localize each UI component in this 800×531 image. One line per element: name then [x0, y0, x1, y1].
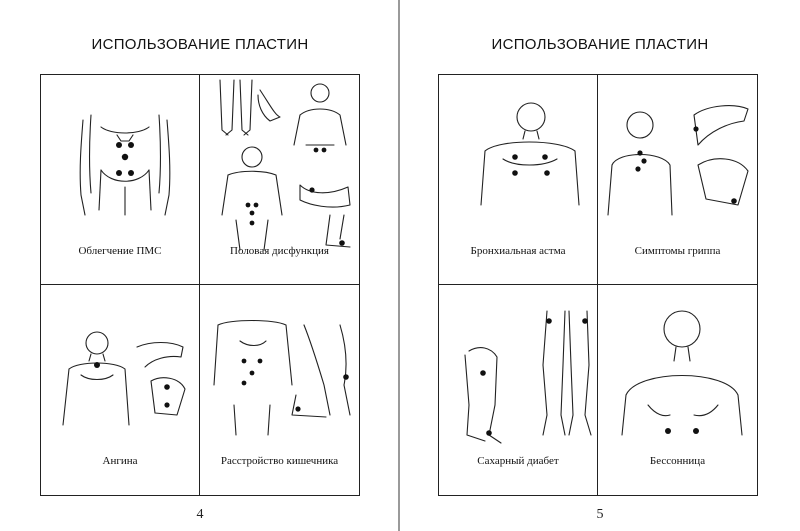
cell-caption: Расстройство кишечника — [220, 455, 339, 467]
cell-flu-symptoms — [598, 75, 757, 285]
cell-caption: Бронхиальная астма — [470, 245, 566, 257]
page-title: ИСПОЛЬЗОВАНИЕ ПЛАСТИН — [91, 36, 309, 53]
cell-insomnia — [598, 285, 757, 495]
right-page — [400, 0, 800, 531]
cell-sexual-dysfunction — [200, 75, 359, 285]
cell-caption: Половая дисфункция — [230, 245, 329, 257]
illustration-grid — [438, 74, 758, 496]
cell-caption: Облегчение ПМС — [78, 245, 162, 257]
cell-caption: Ангина — [102, 455, 138, 467]
cell-pms-relief — [41, 75, 200, 285]
illustration-grid — [40, 74, 360, 496]
cell-caption: Бессонница — [649, 455, 706, 467]
cell-caption: Сахарный диабет — [477, 455, 559, 467]
cell-angina — [41, 285, 200, 495]
cell-diabetes — [439, 285, 598, 495]
cell-bronchial-asthma — [439, 75, 598, 285]
page-number: 4 — [196, 507, 204, 522]
page-number: 5 — [596, 507, 604, 522]
page-title: ИСПОЛЬЗОВАНИЕ ПЛАСТИН — [491, 36, 709, 53]
cell-caption: Симптомы гриппа — [634, 245, 721, 257]
cell-bowel-disorder — [200, 285, 359, 495]
